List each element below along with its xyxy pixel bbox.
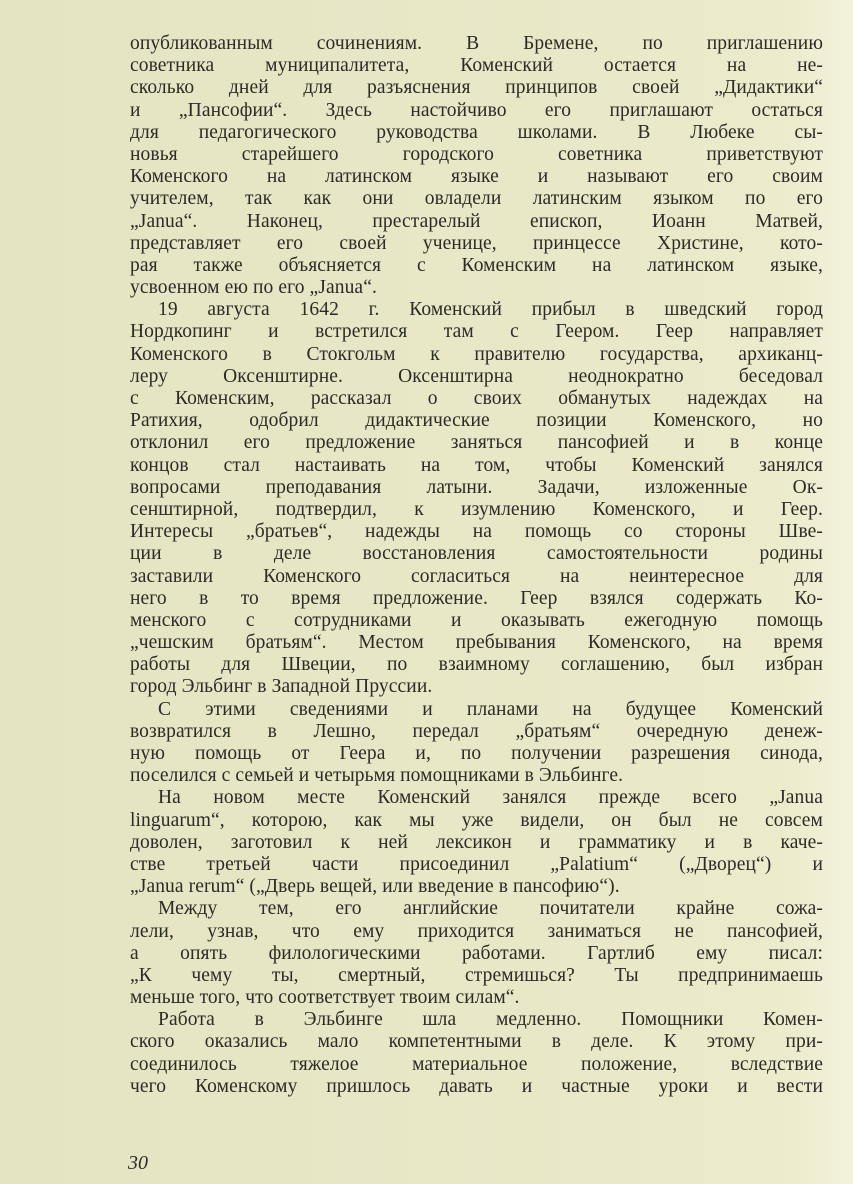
text-line: сколько дней для разъяснения принципов своей „Дидактики“ bbox=[130, 77, 823, 99]
text-line: стве третьей части присоединил „Palatium“ („Дворец“) и bbox=[130, 853, 823, 875]
text-line: 19 августа 1642 г. Коменский прибыл в шведский город bbox=[158, 299, 823, 321]
text-line: работы для Швеции, по взаимному соглашению, был избран bbox=[130, 654, 823, 676]
text-line: Коменского на латинском языке и называют его своим bbox=[130, 166, 823, 188]
text-line: возвратился в Лешно, передал „братьям“ очередную денеж- bbox=[130, 720, 823, 742]
text-line: поселился с семьей и четырьмя помощниками в Эльбинге. bbox=[130, 765, 624, 787]
text-line: „Janua rerum“ („Дверь вещей, или введение в пансофию“). bbox=[130, 876, 620, 898]
text-line: linguarum“, которою, как мы уже видели, он был не совсем bbox=[130, 809, 823, 831]
text-line: соединилось тяжелое материальное положение, вследствие bbox=[130, 1053, 823, 1075]
text-line: и „Пансофии“. Здесь настойчиво его приглашают остаться bbox=[130, 99, 823, 121]
text-line: Коменского в Стокгольм к правителю государства, архиканц- bbox=[130, 343, 823, 365]
text-line: Работа в Эльбинге шла медленно. Помощники Комен- bbox=[158, 1009, 823, 1031]
text-line: Интересы „братьев“, надежды на помощь со стороны Шве- bbox=[130, 521, 823, 543]
page-body-text bbox=[130, 33, 823, 1098]
text-line: отклонил его предложение заняться пансофией и в конце bbox=[130, 432, 823, 454]
paragraph bbox=[130, 299, 823, 698]
text-line: а опять филологическими работами. Гартлиб ему писал: bbox=[130, 942, 823, 964]
paragraph bbox=[130, 33, 823, 299]
text-line: усвоенном ею по его „Janua“. bbox=[130, 277, 377, 299]
text-line: вопросами преподавания латыни. Задачи, изложенные Ок- bbox=[130, 476, 823, 498]
text-line: концов стал настаивать на том, чтобы Коменский занялся bbox=[130, 454, 823, 476]
paragraph bbox=[130, 787, 823, 898]
paragraph bbox=[130, 699, 823, 788]
text-line: доволен, заготовил к ней лексикон и грамматику и в каче- bbox=[130, 831, 823, 853]
page-number: 30 bbox=[128, 1152, 148, 1174]
text-line: ции в деле восстановления самостоятельности родины bbox=[130, 543, 823, 565]
text-line: На новом месте Коменский занялся прежде всего „Janua bbox=[158, 787, 823, 809]
text-line: менского с сотрудниками и оказывать ежегодную помощь bbox=[130, 609, 823, 631]
text-line: представляет его своей ученице, принцессе Христине, кото- bbox=[130, 232, 823, 254]
text-line: него в то время предложение. Геер взялся содержать Ко- bbox=[130, 587, 823, 609]
text-line: „Janua“. Наконец, престарелый епископ, Иоанн Матвей, bbox=[130, 210, 823, 232]
text-line: новья старейшего городского советника приветствуют bbox=[130, 143, 823, 165]
paragraph bbox=[130, 1009, 823, 1098]
text-line: для педагогического руководства школами. В Любеке сы- bbox=[130, 121, 823, 143]
text-line: ского оказались мало компетентными в деле. К этому при- bbox=[130, 1031, 823, 1053]
text-line: Нордкопинг и встретился там с Геером. Геер направляет bbox=[130, 321, 823, 343]
text-line: с Коменским, рассказал о своих обманутых надеждах на bbox=[130, 388, 823, 409]
text-line: рая также объясняется с Коменским на латинском языке, bbox=[130, 254, 823, 276]
text-line: советника муниципалитета, Коменский остается на не- bbox=[130, 55, 823, 77]
text-line: учителем, так как они овладели латинским языком по его bbox=[130, 188, 823, 210]
text-line: лели, узнав, что ему приходится заниматься не пансофией, bbox=[130, 920, 823, 942]
text-line: леру Оксенштирне. Оксенштирна неоднократно беседовал bbox=[130, 365, 823, 387]
text-line: С этими сведениями и планами на будущее Коменский bbox=[158, 698, 823, 720]
text-line: заставили Коменского согласиться на неинтересное для bbox=[130, 565, 823, 587]
text-line: ную помощь от Геера и, по получении разрешения синода, bbox=[130, 743, 823, 764]
text-line: чего Коменскому пришлось давать и частные уроки и вести bbox=[130, 1075, 823, 1097]
text-line: Между тем, его английские почитатели крайне сожа- bbox=[158, 898, 823, 920]
text-line: город Эльбинг в Западной Пруссии. bbox=[130, 676, 433, 698]
text-line: опубликованным сочинениям. В Бремене, по приглашению bbox=[130, 33, 823, 54]
text-line: меньше того, что соответствует твоим силам“. bbox=[130, 987, 520, 1009]
text-line: сенштирной, подтвердил, к изумлению Коменского, и Геер. bbox=[130, 498, 823, 520]
text-line: Ратихия, одобрил дидактические позиции Коменского, но bbox=[130, 410, 823, 432]
text-line: „К чему ты, смертный, стремишься? Ты предпринимаешь bbox=[130, 964, 823, 986]
paragraph bbox=[130, 898, 823, 1009]
text-line: „чешским братьям“. Местом пребывания Коменского, на время bbox=[130, 632, 823, 654]
